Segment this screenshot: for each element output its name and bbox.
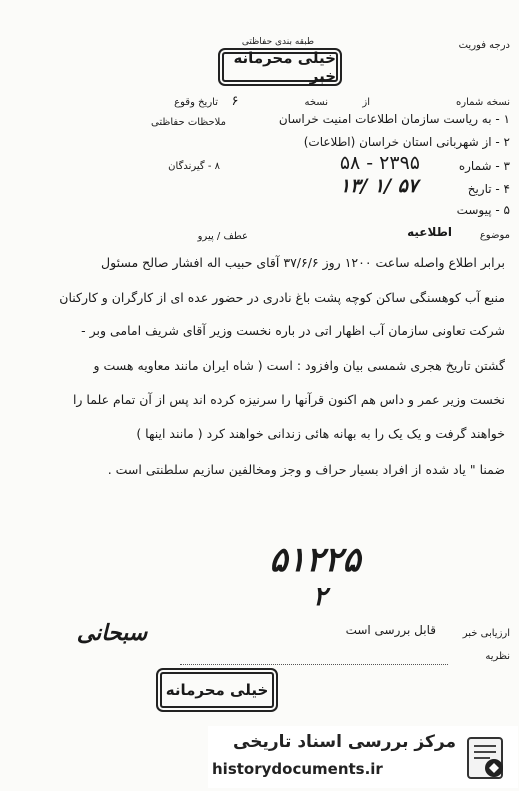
body-line: نخست وزیر عمر و داس هم اکنون قرآنها را سرنیزه کرده اند پس از آن تمام علما را <box>72 392 505 407</box>
body-line: شرکت تعاونی سازمان آب اظهار اتی در باره نخست وزیر آقای شریف امامی وبر - <box>81 323 505 338</box>
subject-value: اطلاعیه <box>407 225 452 239</box>
archive-logo-icon <box>462 734 510 782</box>
document-date: ۱۳/ ۱/ ۵۷ <box>339 175 418 197</box>
number-label: ۳ - شماره <box>458 159 510 173</box>
handwritten-reference-number: ۵۱۲۲۵ <box>269 540 361 580</box>
handwritten-sub-number: ۲ <box>313 582 327 612</box>
priority-label: درجه فوریت <box>458 40 510 51</box>
body-line: خواهند گرفت و یک یک را به بهانه هائی زندانی خواهند کرد ( مانند اینها ) <box>136 426 505 441</box>
date-label: ۴ - تاریخ <box>467 182 510 196</box>
watermark-name: مرکز بررسی اسناد تاریخی <box>233 732 456 752</box>
opinion-line <box>180 664 448 665</box>
bottom-classification-stamp <box>160 672 274 708</box>
recipient-line: ۱ - به ریاست سازمان اطلاعات امنیت خراسان <box>278 112 510 126</box>
bottom-stamp-text: خیلی محرمانه <box>165 681 269 699</box>
from-label: از <box>362 97 370 108</box>
sender-line: ۲ - از شهربانی استان خراسان (اطلاعات) <box>303 135 510 149</box>
opinion-label: نظریه <box>485 651 510 662</box>
attachment-label: ۵ - پیوست <box>456 203 510 217</box>
top-stamp-text: خیلی محرمانه خبر <box>233 49 336 85</box>
watermark-area <box>208 726 518 788</box>
top-classification-stamp <box>222 49 338 85</box>
body-line: برابر اطلاع واصله ساعت ۱۲۰۰ روز ۳۷/۶/۶ آقای حبیب اله افشار صالح مسئول <box>101 255 505 270</box>
body-line: ضمنا " یاد شده از افراد بسیار حراف و وجز ومخالفین سازیم سلطنتی است . <box>107 462 505 477</box>
document-number: ۵۸ - ۲۳۹۵ <box>339 152 420 174</box>
event-date-number: ۶ <box>231 94 239 109</box>
protective-notes-label: ملاحظات حفاظتی <box>151 117 226 128</box>
classification-label: طبقه بندی حفاظتی <box>241 37 315 47</box>
evaluation-value: قابل بررسی است <box>345 623 436 637</box>
watermark-url: historydocuments.ir <box>212 760 383 778</box>
evaluation-label: ارزیابی خبر <box>462 628 510 639</box>
copy-label: نسخه <box>304 97 328 108</box>
subject-label: موضوع <box>479 230 510 241</box>
copy-number-label: نسخه شماره <box>456 97 510 108</box>
signature: سبحانی <box>76 620 148 646</box>
event-date-label: تاریخ وقوع <box>174 97 218 108</box>
reference-label: عطف / پیرو <box>197 231 248 242</box>
body-line: گشتن تاریخ هجری شمسی بیان وافزود : است ( شاه ایران مانند معاویه هست و <box>93 358 505 373</box>
recipients-label: ۸ - گیرندگان <box>168 161 220 172</box>
body-line: منبع آب کوهسنگی ساکن کوچه پشت باغ نادری در حضور عده ای از کارگران و کارکنان <box>59 290 505 305</box>
